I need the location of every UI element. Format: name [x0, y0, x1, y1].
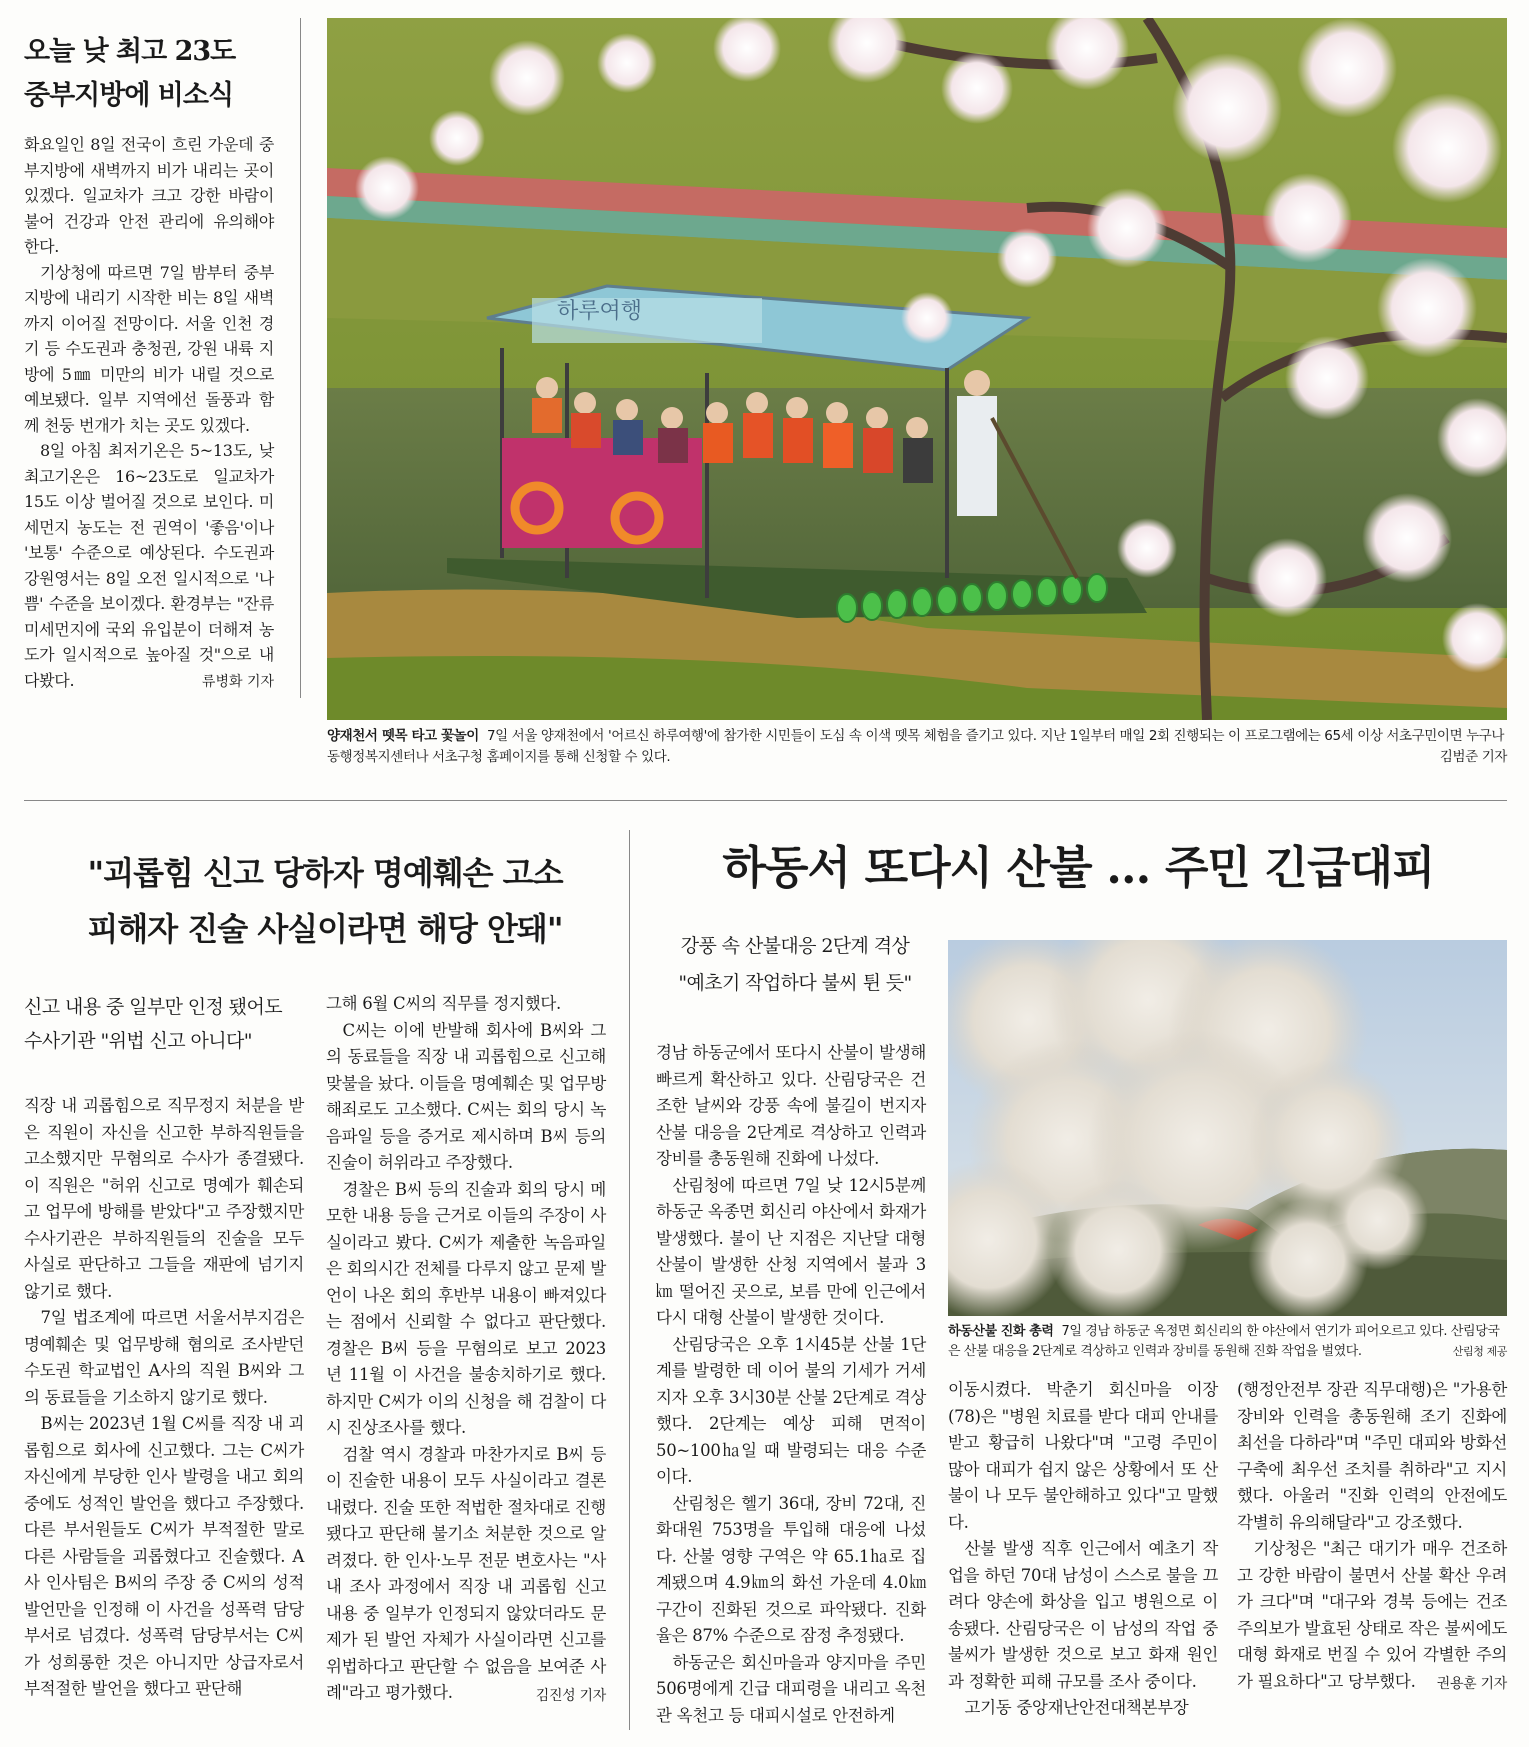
fire-paragraph: 산림청에 따르면 7일 낮 12시5분께 하동군 옥종면 회신리 야산에서 화재가 발생했다. 불이 난 지점은 지난달 대형 산불이 발생한 산청 지역에서 불과 3㎞ 떨어진 곳으로, 보름 만에 인근에서 다시 대형 산불이 발생한 것이다. [656, 1175, 927, 1327]
raft-caption-title: 양재천서 뗏목 타고 꽃놀이 [327, 728, 479, 744]
weather-paragraph: 8일 아침 최저기온은 5~13도, 낮 최고기온은 16~23도로 일교차가 15도 이상 벌어질 것으로 보인다. 미세먼지 농도는 전 권역이 '좋음'이나 '보통' 수준으로 예상된다. 수도권과 강원영서는 8일 오전 일시적으로 '나쁨' 수준을 보이겠다. 환경부는 "잔류 미세먼지에 국외 유입분이 더해져 농도가 일시적으로 높아질 것"으로 내다봤다. [24, 441, 274, 690]
column-divider [300, 18, 301, 698]
weather-paragraph: 화요일인 8일 전국이 흐린 가운데 중부지방에 새벽까지 비가 내리는 곳이 있겠다. 일교차가 크고 강한 바람이 불어 건강과 안전 관리에 유의해야 한다. [24, 135, 274, 256]
fire-headline: 하동서 또다시 산불 … 주민 긴급대피 [722, 841, 1435, 894]
wildfire-photo [948, 940, 1507, 1316]
fire-column-2 [948, 1377, 1218, 1722]
fire-column-1 [656, 1040, 926, 1729]
harass-subheadline: 신고 내용 중 일부만 인정 됐어도 수사기관 "위법 신고 아니다" [24, 996, 283, 1052]
fire-paragraph: (행정안전부 장관 직무대행)은 "가용한 장비와 인력을 총동원해 조기 진화에 최선을 다하라"며 "주민 대피와 방화선 구축에 최우선 조치를 취하라"고 지시했다. 아울러 "진화 인력의 안전에도 각별히 유의해달라"고 강조했다. [1237, 1380, 1507, 1532]
fire-subheadline: 강풍 속 산불대응 2단계 격상 "예초기 작업하다 불씨 튄 듯" [678, 935, 912, 994]
wildfire-caption-title: 하동산불 진화 총력 [948, 1324, 1054, 1339]
fire-paragraph: 이동시켰다. 박춘기 회신마을 이장(78)은 "병원 치료를 받다 대피 안내를 받고 황급히 나왔다"며 "고령 주민이 많아 대피가 쉽지 않은 상황에서 또 산불이 나 모두 불안해하고 있다"고 말했다. [948, 1380, 1218, 1532]
column-divider [629, 830, 630, 1730]
fire-paragraph: 산불 발생 직후 인근에서 예초기 작업을 하던 70대 남성이 스스로 불을 끄려다 양손에 화상을 입고 병원으로 이송됐다. 산림당국은 이 남성의 작업 중 불씨가 발생한 것으로 보고 화재 원인과 정확한 피해 규모를 조사 중이다. [948, 1539, 1218, 1691]
weather-paragraph: 기상청에 따르면 7일 밤부터 중부지방에 내리기 시작한 비는 8일 새벽까지 이어질 전망이다. 서울 인천 경기 등 수도권과 충청권, 강원 내륙 지방에 5㎜ 미만의 비가 내릴 것으로 예보됐다. 일부 지역에선 돌풍과 함께 천둥 번개가 치는 곳도 있겠다. [24, 262, 274, 435]
fire-paragraph: 고기동 중앙재난안전대책본부장 [964, 1698, 1189, 1717]
harass-byline: 김진성 기자 [535, 1687, 606, 1704]
raft-photo-credit: 김범준 기자 [1439, 749, 1507, 765]
harass-paragraph: 직장 내 괴롭힘으로 직무정지 처분을 받은 직원이 자신을 신고한 부하직원들을 고소했지만 무혐의로 수사가 종결됐다. 이 직원은 "허위 신고로 명예가 훼손되고 업무에 방해를 받았다"고 주장했지만 수사기관은 부하직원들의 진술을 모두 사실로 판단하고 그들을 재판에 넘기지 않기로 했다. [24, 1096, 304, 1301]
harass-paragraph: 7일 법조계에 따르면 서울서부지검은 명예훼손 및 업무방해 혐의로 조사받던 수도권 학교법인 A사의 직원 B씨와 그의 동료들을 기소하지 않기로 했다. [24, 1308, 304, 1407]
section-divider [24, 800, 1507, 801]
wildfire-photo-credit: 산림청 제공 [1452, 1345, 1507, 1358]
harass-paragraph: 그해 6월 C씨의 직무를 정지했다. [326, 994, 561, 1013]
weather-headline: 오늘 낮 최고 23도 중부지방에 비소식 [24, 36, 236, 111]
fire-paragraph: 산림청은 헬기 36대, 장비 72대, 진화대원 753명을 투입해 대응에 나섰다. 산불 영향 구역은 약 65.1㏊로 집계됐으며 4.9㎞의 화선 가운데 4.0㎞ 구간이 진화된 것으로 파악됐다. 진화율은 87% 수준으로 잠정 추정됐다. [656, 1493, 926, 1645]
harass-paragraph: 검찰 역시 경찰과 마찬가지로 B씨 등이 진술한 내용이 모두 사실이라고 결론내렸다. 진술 또한 적법한 절차대로 진행됐다고 판단해 불기소 처분한 것으로 알려졌다. 한 인사·노무 전문 변호사는 "사내 조사 과정에서 직장 내 괴롭힘 신고 내용 중 일부가 인정되지 않았더라도 문제가 된 발언 자체가 사실이라면 신고를 위법하다고 판단할 수 없음을 보여준 사례"라고 평가했다. [326, 1444, 606, 1702]
harass-paragraph: 경찰은 B씨 등의 진술과 회의 당시 메모한 내용 등을 근거로 이들의 주장이 사실이라고 봤다. C씨가 제출한 녹음파일은 회의시간 전체를 다루지 않고 문제 발언이 나온 회의 후반부 내용이 빠져있다는 점에서 신뢰할 수 없다고 판단했다. 경찰은 B씨 등을 무혐의로 보고 2023년 11월 이 사건을 불송치하기로 했다. 하지만 C씨가 이의 신청을 해 검찰이 다시 진상조사를 했다. [326, 1179, 606, 1437]
fire-paragraph: 경남 하동군에서 또다시 산불이 발생해 빠르게 확산하고 있다. 산림당국은 건조한 날씨와 강풍 속에 불길이 번지자 산불 대응을 2단계로 격상하고 인력과 장비를 총동원해 진화에 나섰다. [656, 1043, 927, 1168]
weather-byline: 류병화 기자 [201, 674, 274, 690]
raft-photo-caption [327, 726, 1507, 768]
raft-photo [327, 18, 1507, 720]
fire-paragraph: 기상청은 "최근 대기가 매우 건조하고 강한 바람이 불면서 산불 확산 우려가 크다"며 "대구와 경북 등에는 건조주의보가 발효된 상태로 작은 불씨에도 대형 화재로 번질 수 있어 각별한 주의가 필요하다"고 당부했다. [1237, 1539, 1508, 1691]
weather-article [24, 30, 274, 691]
fire-paragraph: 하동군은 회신마을과 양지마을 주민 506명에게 긴급 대피령을 내리고 옥천관 옥천고 등 대피시설로 안전하게 [656, 1652, 926, 1725]
raft-photo-illustration [327, 18, 1507, 720]
fire-column-3 [1237, 1377, 1507, 1698]
fire-byline: 권용훈 기자 [1436, 1676, 1507, 1692]
harass-headline: "괴롭힘 신고 당하자 명예훼손 고소 피해자 진술 사실이라면 해당 안돼" [87, 854, 563, 948]
raft-sign: 하루여행 [557, 299, 643, 324]
harass-column-1 [24, 1093, 304, 1703]
wildfire-photo-caption [948, 1322, 1507, 1362]
wildfire-photo-illustration [948, 940, 1507, 1316]
harass-paragraph: B씨는 2023년 1월 C씨를 직장 내 괴롭힘으로 회사에 신고했다. 그는 C씨가 자신에게 부당한 인사 발령을 내고 회의 중에도 성적인 발언을 했다고 주장했다. 다른 부서원들도 C씨가 부적절한 말로 다른 사람들을 괴롭혔다고 진술했다. A사 인사팀은 B씨의 주장 중 C씨의 성적 발언만을 인정해 이 사건을 성폭력 담당부서로 넘겼다. 성폭력 담당부서는 C씨가 성희롱한 것은 아니지만 상급자로서 부적절한 발언을 했다고 판단해 [24, 1414, 304, 1698]
harass-paragraph: C씨는 이에 반발해 회사에 B씨와 그의 동료들을 직장 내 괴롭힘으로 신고해 맞불을 놨다. 이들을 명예훼손 및 업무방해죄로도 고소했다. C씨는 회의 당시 녹음파일 등을 증거로 제시하며 B씨 등의 진술이 허위라고 주장했다. [326, 1020, 606, 1172]
weather-body [24, 132, 274, 693]
wildfire-caption-text: 7일 경남 하동군 옥정면 회신리의 한 야산에서 연기가 피어오르고 있다. 산림당국은 산불 대응을 2단계로 격상하고 인력과 장비를 동원해 진화 작업을 벌였다. [948, 1324, 1500, 1359]
fire-paragraph: 산림당국은 오후 1시45분 산불 1단계를 발령한 데 이어 불의 기세가 거세지자 오후 3시30분 산불 2단계로 격상했다. 2단계는 예상 피해 면적이 50~100㏊일 때 발령되는 대응 수준이다. [656, 1334, 926, 1486]
harass-column-2 [326, 991, 606, 1709]
raft-caption-text: 7일 서울 양재천에서 '어르신 하루여행'에 참가한 시민들이 도심 속 이색 뗏목 체험을 즐기고 있다. 지난 1일부터 매일 2회 진행되는 이 프로그램에는 65세 이상 서초구민이면 누구나 동행정복지센터나 서초구청 홈페이지를 통해 신청할 수 있다. [327, 728, 1505, 765]
